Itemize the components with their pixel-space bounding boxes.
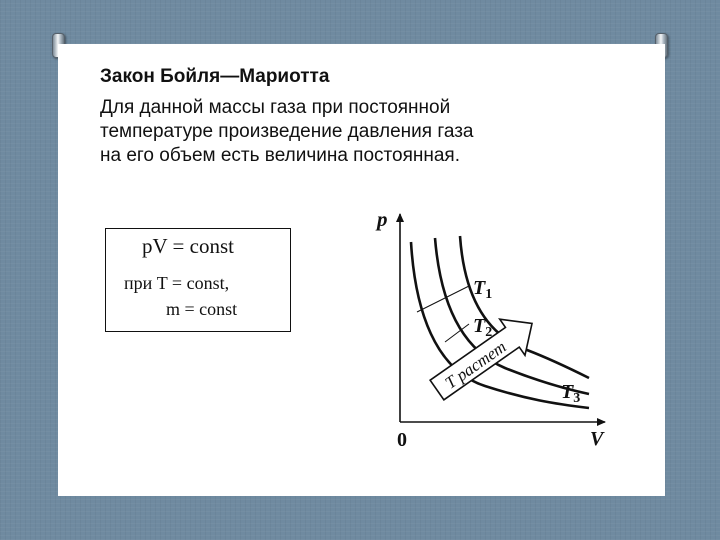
isotherm-label-t3-index: 3 — [573, 391, 581, 406]
slide-page — [58, 44, 665, 496]
body-line-1: Для данной массы газа при постоянной — [100, 97, 451, 118]
formula-condition-mass: m = const — [166, 299, 238, 319]
slide-title: Закон Бойля—Мариотта — [100, 66, 330, 87]
isotherm-label-t1-index: 1 — [485, 287, 493, 302]
arrow-label: T растет — [441, 337, 510, 393]
formula-condition-temperature: при T = const, — [124, 273, 230, 293]
body-line-2: температуре произведение давления газа — [100, 121, 474, 142]
isotherm-label-t2 — [473, 315, 492, 340]
isotherm-label-t1 — [473, 277, 492, 302]
body-line-3: на его объем есть величина постоянная. — [100, 145, 460, 166]
y-axis-label: p — [377, 207, 388, 231]
isotherm-label-t3 — [561, 381, 580, 406]
formula-main: pV = const — [142, 234, 234, 258]
isotherm-label-t1-symbol: T — [473, 277, 486, 299]
isotherm-graph — [365, 200, 625, 450]
slide-body-text — [100, 96, 640, 168]
origin-label: 0 — [397, 429, 407, 450]
isotherm-label-t2-symbol: T — [473, 315, 486, 337]
x-axis-label: V — [590, 428, 604, 450]
isotherm-label-t2-index: 2 — [485, 325, 493, 340]
isotherm-label-t3-symbol: T — [561, 381, 574, 403]
formula-box — [105, 228, 291, 332]
leader-line-t2 — [445, 324, 469, 342]
